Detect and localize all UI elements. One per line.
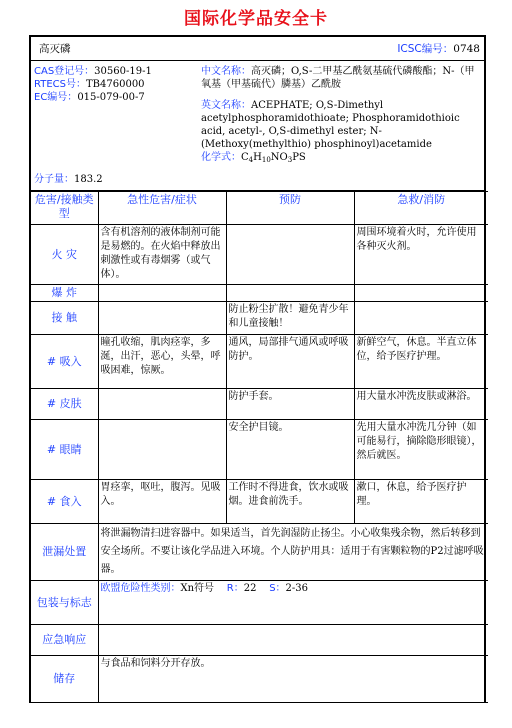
formula-sub: 10 [261, 156, 271, 164]
spill-text: 将泄漏物清扫进容器中。如果适当，首先润湿防止扬尘。小心收集残余物，然后转移到安全场所。不要让该化学品进入环境。个人防护用具：适用于有害颗粒物的P2过滤呼吸器。 [98, 524, 488, 581]
molecular-weight-line [34, 173, 103, 186]
table-row [31, 285, 488, 302]
ec-label: EC编号： [34, 92, 78, 103]
ec-value: 015-079-00-7 [77, 92, 145, 103]
row-type: # 皮肤 [31, 389, 98, 420]
packaging-text [98, 581, 488, 625]
r-label: R： [226, 583, 244, 594]
header-firstaid: 急救/消防 [354, 192, 488, 225]
en-label: 英文名称： [201, 100, 251, 111]
identification-block [31, 61, 484, 191]
icsc-value: 0748 [453, 43, 480, 55]
storage-text: 与食品和饲料分开存放。 [98, 656, 488, 703]
row-prevention: 安全护目镜。 [226, 420, 354, 480]
formula-label: 化学式： [201, 152, 241, 163]
s-label: S： [269, 583, 286, 594]
row-hazard: 含有机溶剂的液体制剂可能是易燃的。在火焰中释放出刺激性或有毒烟雾（或气体）。 [98, 225, 226, 285]
row-prevention: 通风，局部排气通风或呼吸防护。 [226, 335, 354, 389]
table-row [31, 480, 488, 524]
formula-sub: 3 [287, 156, 293, 164]
formula-part: C [241, 152, 249, 163]
formula-part: NO [270, 152, 288, 163]
row-prevention [226, 225, 354, 285]
safety-card [29, 35, 486, 703]
table-row [31, 335, 488, 389]
cn-label: 中文名称： [201, 66, 251, 77]
row-firstaid [354, 285, 488, 302]
rtecs-label: RTECS号： [34, 79, 86, 90]
cas-label: CAS登记号： [34, 66, 95, 77]
mw-value: 183.2 [74, 174, 103, 185]
row-firstaid: 周围环境着火时，允许使用各种灭火剂。 [354, 225, 488, 285]
chemical-name: 高灭磷 [39, 43, 71, 55]
icsc-number [397, 41, 480, 56]
icsc-label: ICSC编号： [397, 43, 454, 55]
header-hazard: 急性危害/症状 [98, 192, 226, 225]
row-type: 爆 炸 [31, 285, 98, 302]
rtecs-line [34, 78, 199, 91]
row-type: # 吸入 [31, 335, 98, 389]
hazard-symbol: Xn符号 [180, 583, 215, 594]
spill-row [31, 524, 488, 581]
table-row [31, 302, 488, 335]
cas-value: 30560-19-1 [94, 66, 152, 77]
header-type: 危害/接触类型 [31, 192, 98, 225]
row-prevention [226, 285, 354, 302]
mw-label: 分子量： [34, 174, 74, 185]
row-firstaid [354, 302, 488, 335]
cn-value: 高灭磷；O,S-二甲基乙酰氨基硫代磷酸酯；N-（甲氧基（甲基硫代）膦基）乙酰胺 [201, 66, 475, 90]
row-hazard [98, 389, 226, 420]
table-header-row [31, 192, 488, 225]
row-prevention: 工作时不得进食，饮水或吸烟。进食前洗手。 [226, 480, 354, 524]
emergency-row [31, 625, 488, 656]
packaging-row [31, 581, 488, 625]
row-hazard [98, 285, 226, 302]
row-type: # 食入 [31, 480, 98, 524]
english-name [201, 99, 482, 151]
ec-line [34, 91, 199, 104]
row-prevention: 防止粉尘扩散！避免青少年和儿童接触！ [226, 302, 354, 335]
packaging-label: 包装与标志 [31, 581, 98, 625]
table-row [31, 225, 488, 285]
chemical-names [199, 61, 484, 190]
table-row [31, 389, 488, 420]
row-type: # 眼睛 [31, 420, 98, 480]
row-hazard [98, 302, 226, 335]
page-title: 国际化学品安全卡 [184, 9, 328, 29]
s-value: 2-36 [285, 583, 309, 594]
row-firstaid: 漱口，休息，给予医疗护理。 [354, 480, 488, 524]
formula-part: PS [292, 152, 306, 163]
row-firstaid: 用大量水冲洗皮肤或淋浴。 [354, 389, 488, 420]
emergency-label: 应急响应 [31, 625, 98, 656]
rtecs-value: TB4760000 [85, 79, 145, 90]
chinese-name [201, 65, 482, 91]
formula-part: H [253, 152, 262, 163]
identification-numbers [31, 61, 199, 190]
eu-class-label: 欧盟危险性类别： [100, 583, 181, 594]
row-firstaid: 新鲜空气，休息。半直立体位，给予医疗护理。 [354, 335, 488, 389]
formula-sub: 4 [248, 156, 254, 164]
en-value: ACEPHATE; O,S-Dimethyl acetylphosphoramidothioate; Phosphoramidothioic acid, acetyl-, O,S-dimethyl ester; N-(Methoxy(methylthio) phosphinoyl)acetamide [201, 100, 460, 150]
row-firstaid: 先用大量水冲洗几分钟（如可能易行，摘除隐形眼镜），然后就医。 [354, 420, 488, 480]
hazard-table [31, 191, 488, 703]
r-value: 22 [243, 583, 257, 594]
storage-label: 储存 [31, 656, 98, 703]
row-hazard: 瞳孔收缩，肌肉痉挛，多涎，出汗，恶心，头晕，呼吸困难，惊厥。 [98, 335, 226, 389]
row-type: 接 触 [31, 302, 98, 335]
header-row [31, 37, 484, 61]
storage-row [31, 656, 488, 703]
row-hazard [98, 420, 226, 480]
table-row [31, 420, 488, 480]
header-prevention: 预防 [226, 192, 354, 225]
row-prevention: 防护手套。 [226, 389, 354, 420]
cas-line [34, 65, 199, 78]
emergency-text [98, 625, 488, 656]
row-hazard: 胃痉挛，呕吐，腹泻。见吸入。 [98, 480, 226, 524]
chemical-formula [201, 151, 482, 167]
spill-label: 泄漏处置 [31, 524, 98, 581]
row-type: 火 灾 [31, 225, 98, 285]
